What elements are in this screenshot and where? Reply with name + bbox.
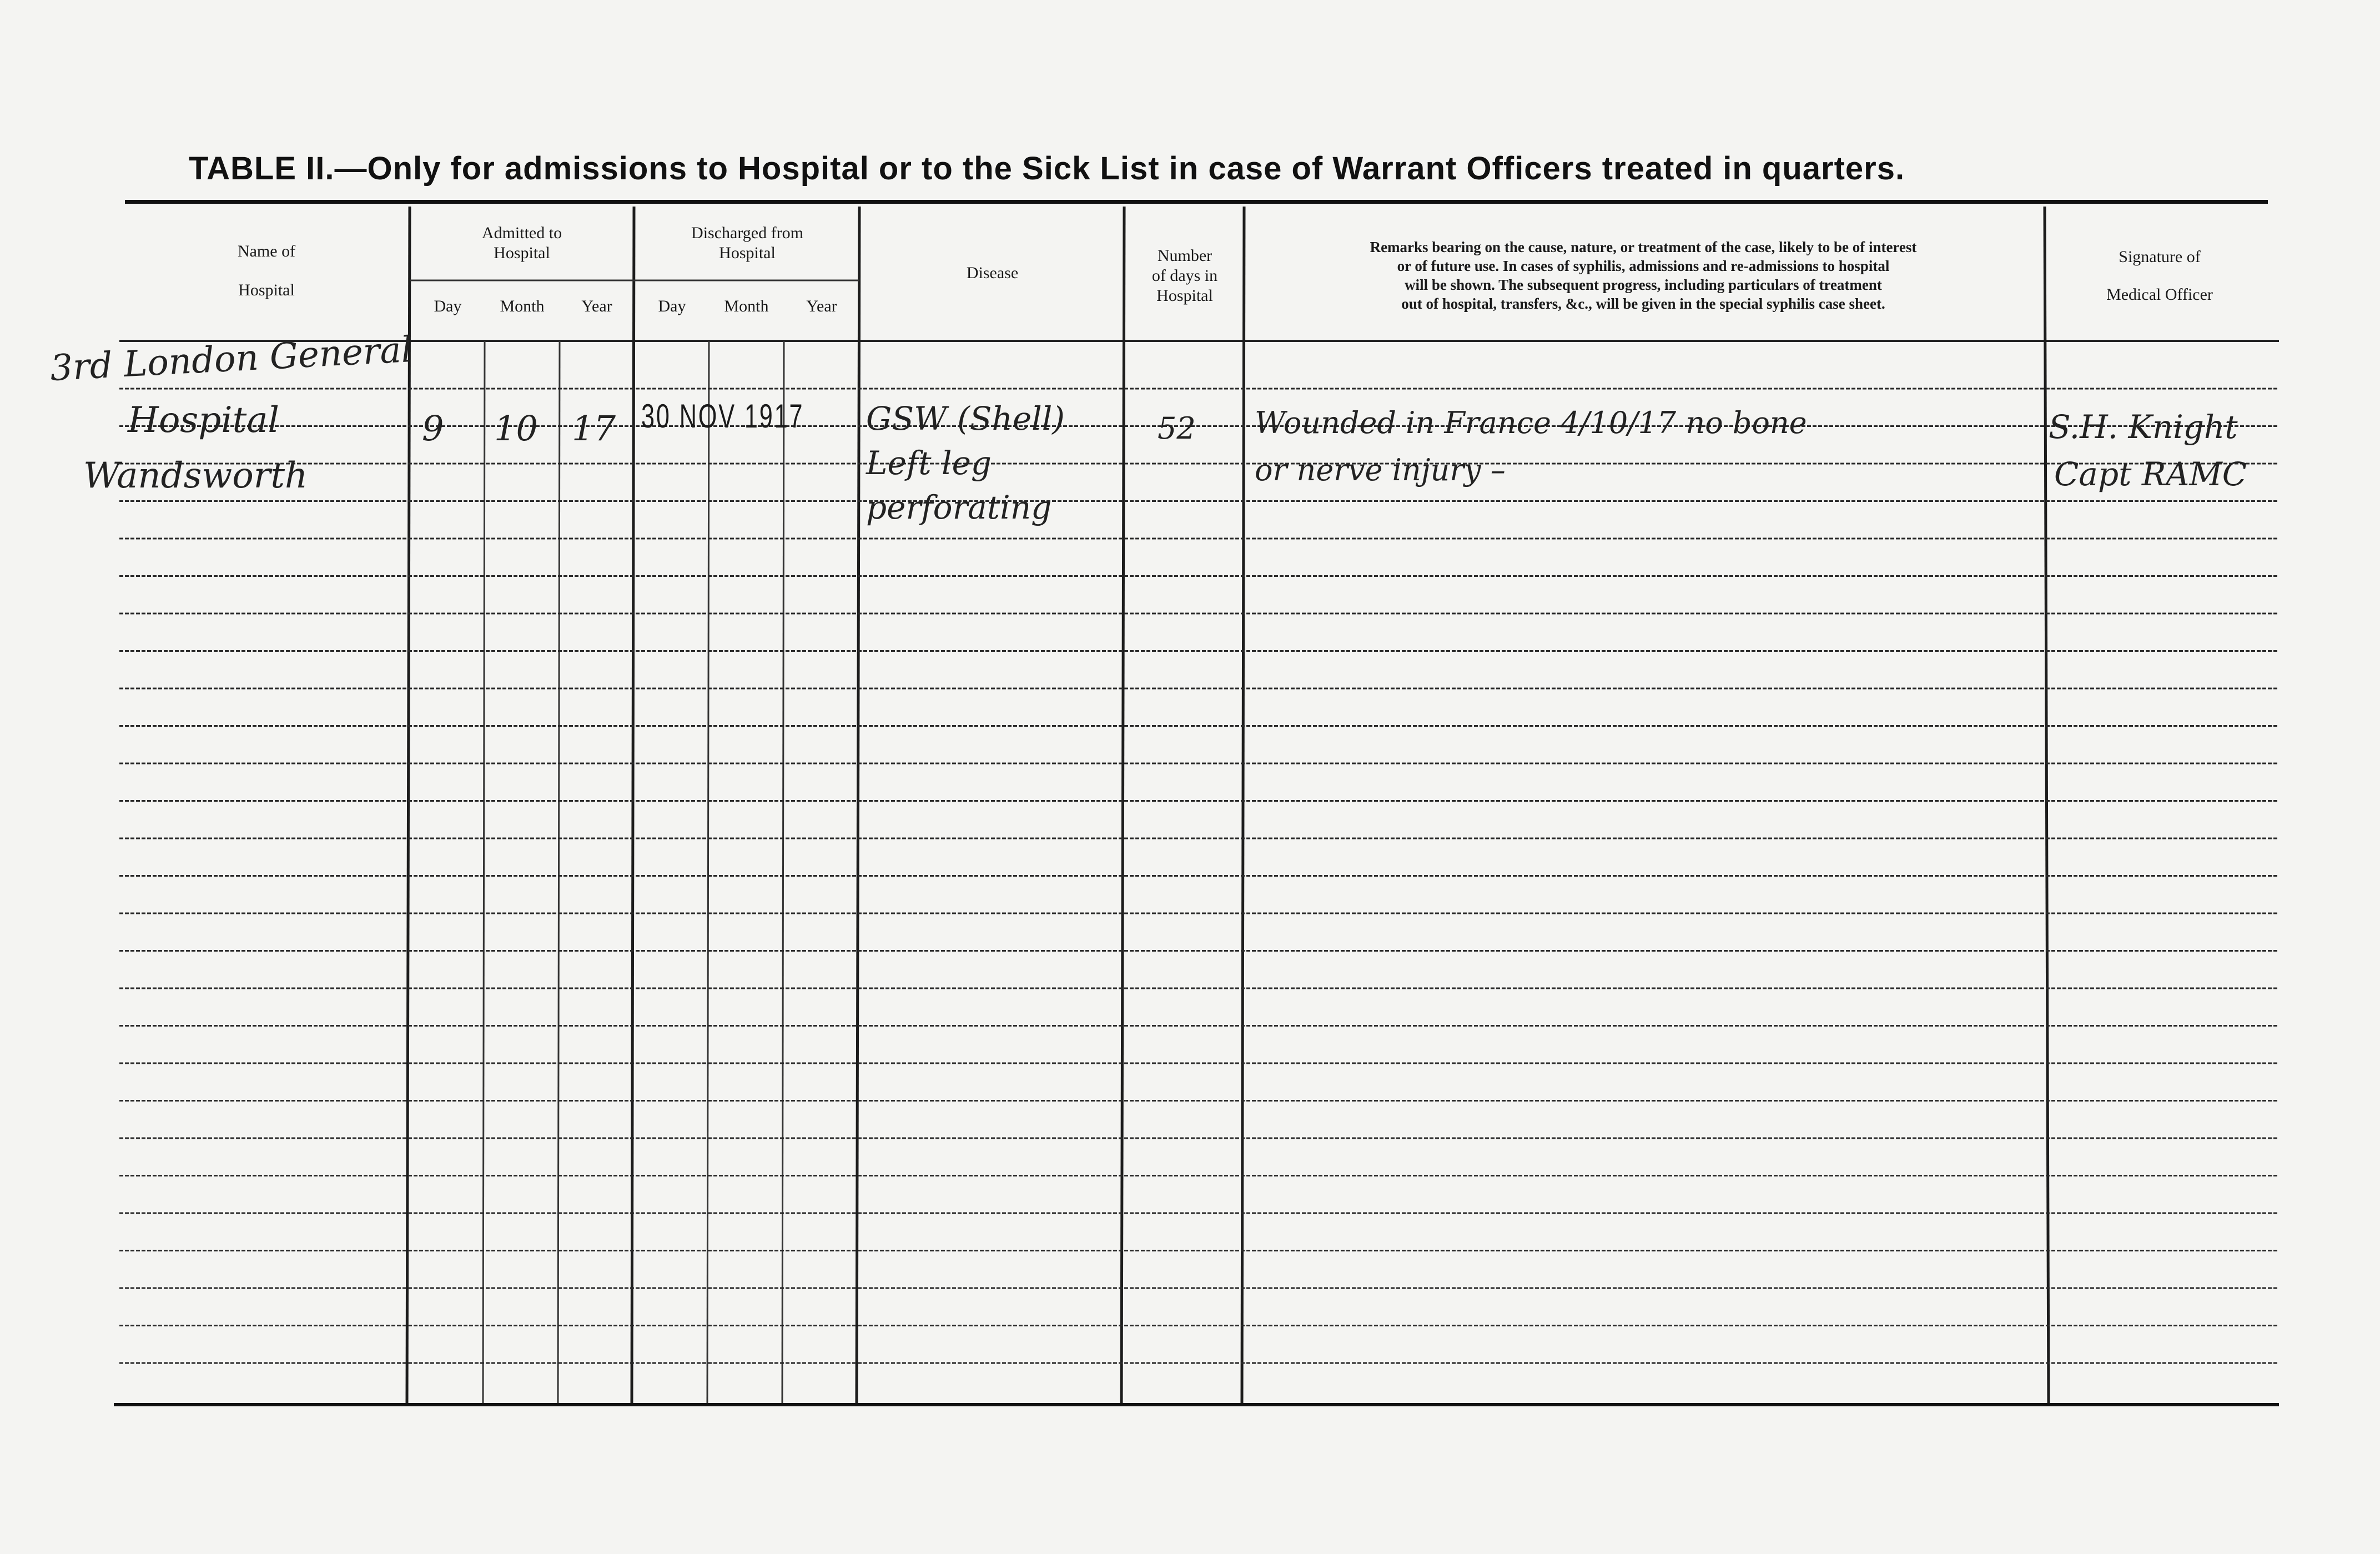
page-title: TABLE II.—Only for admissions to Hospital or to the Sick List in case of Warrant Officers treated in quarters.: [189, 150, 1905, 187]
days-in-hospital: 52: [1158, 411, 1196, 446]
disease-line-3: perforating: [866, 489, 1052, 526]
discharged-header: Discharged from Hospital: [691, 224, 803, 262]
remarks-line-2: or nerve injury –: [1255, 452, 1506, 487]
admitted-year: 17: [572, 408, 616, 449]
disease-header: Disease: [966, 264, 1019, 282]
remarks-header: Remarks bearing on the cause, nature, or treatment of the case, likely to be of interest or of future use. In cases of syphilis, admissions and re-admissions to hospital will be shown. The subsequent progress, including particulars of treatment out of hospital, transfers, &c., will be given in the special syphilis case sheet.: [1370, 239, 1917, 312]
disease-line-1: GSW (Shell): [866, 400, 1065, 437]
name-of-hospital-header: Name of Hospital: [237, 242, 296, 299]
hospital-name-line-1: 3rd London General: [49, 329, 414, 390]
signature-header: Signature of Medical Officer: [2106, 248, 2213, 304]
discharge-date-stamp: 30 NOV 1917: [641, 398, 804, 435]
remarks-line-1: Wounded in France 4/10/17 no bone: [1255, 405, 1807, 440]
admitted-year-header: Year: [581, 297, 612, 315]
admitted-day: 9: [422, 408, 444, 449]
discharged-day-header: Day: [658, 297, 686, 315]
discharged-month-header: Month: [724, 297, 769, 315]
admitted-month: 10: [494, 408, 538, 449]
hospital-name-line-2: Hospital: [128, 400, 279, 441]
admitted-header: Admitted to Hospital: [481, 224, 562, 262]
admitted-month-header: Month: [500, 297, 545, 315]
hospital-name-line-3: Wandsworth: [83, 455, 308, 496]
discharged-year-header: Year: [806, 297, 837, 315]
disease-line-2: Left leg: [866, 444, 992, 482]
medical-officer-rank: Capt RAMC: [2054, 455, 2247, 493]
days-in-hospital-header: Number of days in Hospital: [1151, 247, 1218, 305]
admitted-day-header: Day: [434, 297, 462, 315]
medical-officer-signature: S.H. Knight: [2049, 408, 2238, 446]
